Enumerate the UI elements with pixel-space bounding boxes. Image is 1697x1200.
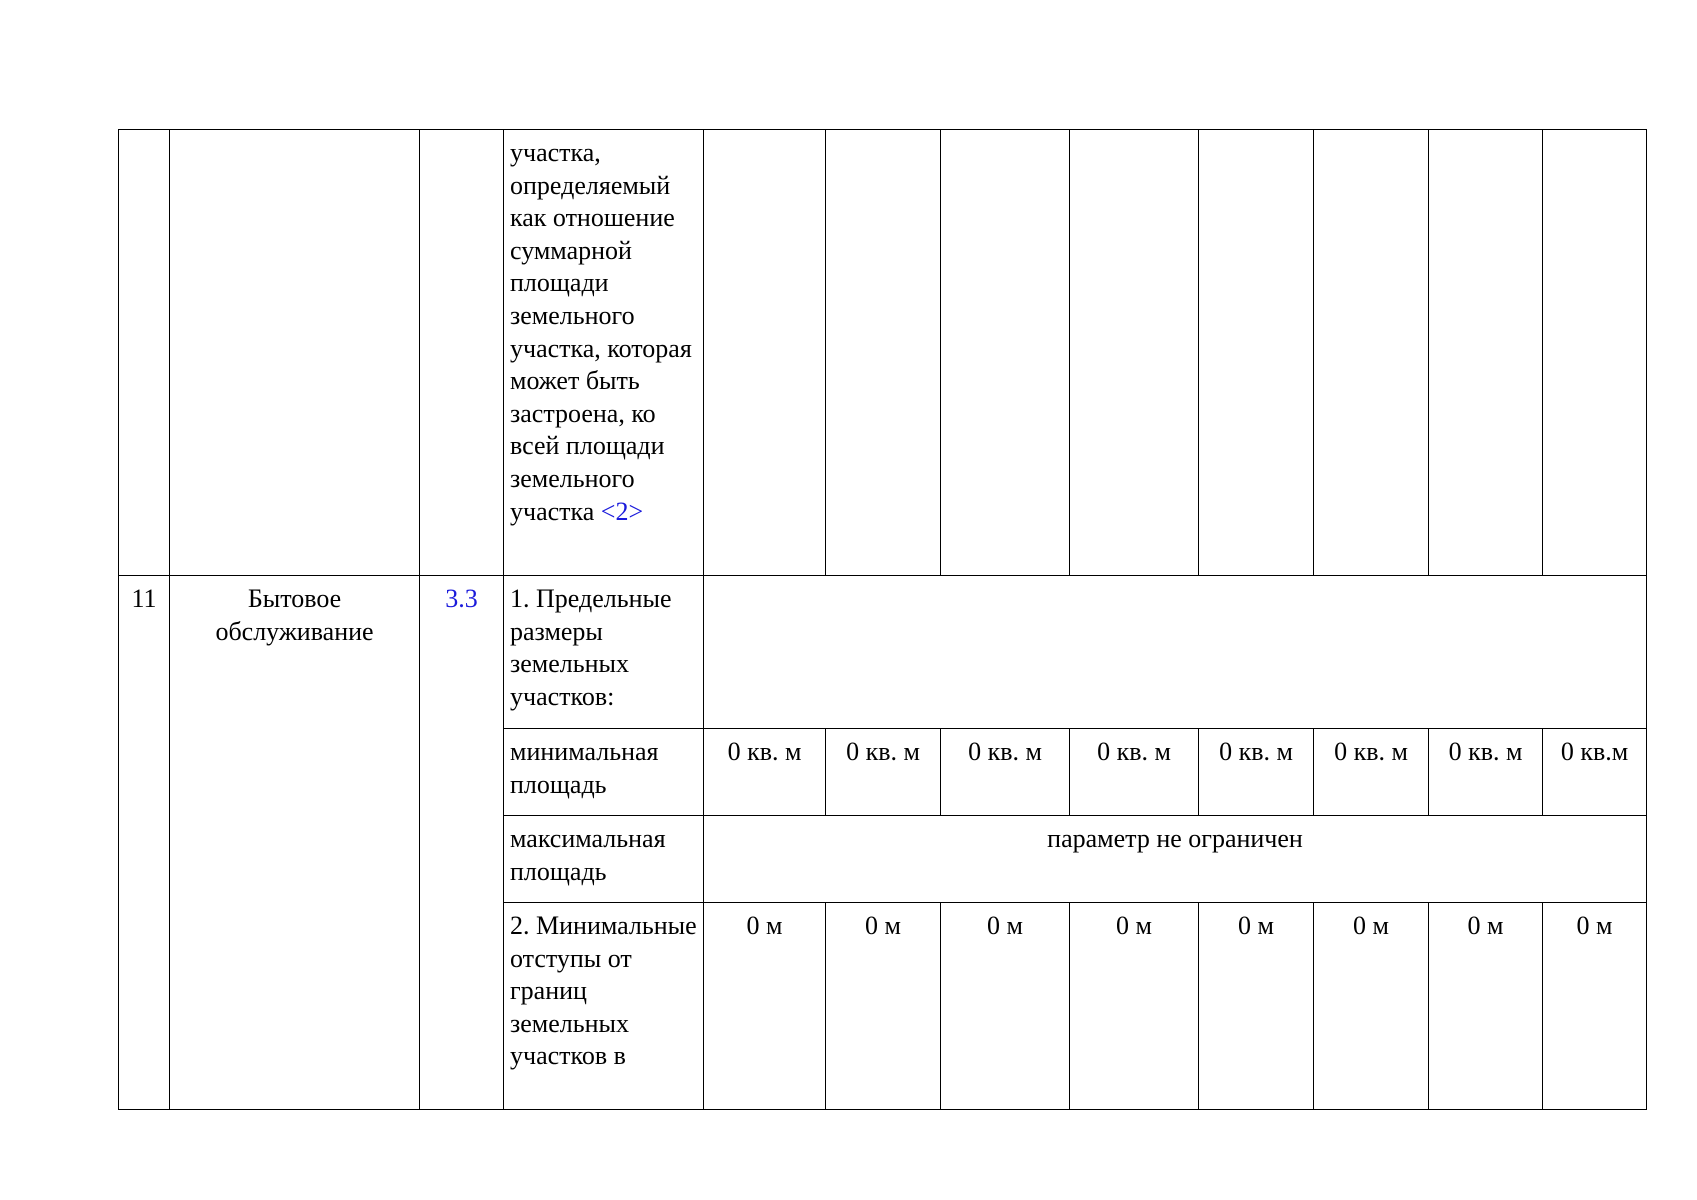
cell-value-empty — [1429, 130, 1543, 576]
min-area-label: минимальная площадь — [504, 729, 704, 816]
row-number: 11 — [119, 576, 170, 1110]
cell-name-empty — [170, 130, 420, 576]
table-row-11-header — [119, 576, 1647, 729]
offset-value: 0 м — [1199, 903, 1314, 1110]
cell-value-empty — [1314, 130, 1429, 576]
continuation-text: участка, определяемый как отношение суммарной площади земельного участка, которая может быть застроена, ко всей площади земельного участка — [510, 138, 692, 526]
param-size-header-empty — [704, 576, 1647, 729]
min-area-value: 0 кв. м — [1070, 729, 1199, 816]
cell-number-empty — [119, 130, 170, 576]
param-size-header: 1. Предельные размеры земельных участков: — [504, 576, 704, 729]
cell-value-empty — [1543, 130, 1647, 576]
offset-value: 0 м — [1543, 903, 1647, 1110]
table-row-continuation — [119, 130, 1647, 576]
footnote-link[interactable]: <2> — [600, 496, 644, 526]
min-area-value: 0 кв. м — [941, 729, 1070, 816]
row-use-code-cell — [420, 576, 504, 1110]
offset-value: 0 м — [826, 903, 941, 1110]
min-area-value: 0 кв. м — [704, 729, 826, 816]
offset-value: 0 м — [941, 903, 1070, 1110]
cell-value-empty — [941, 130, 1070, 576]
use-code-link[interactable]: 3.3 — [445, 584, 478, 613]
min-area-value: 0 кв.м — [1543, 729, 1647, 816]
min-area-value: 0 кв. м — [826, 729, 941, 816]
min-area-value: 0 кв. м — [1429, 729, 1543, 816]
offset-value: 0 м — [1314, 903, 1429, 1110]
cell-value-empty — [704, 130, 826, 576]
offset-value: 0 м — [1429, 903, 1543, 1110]
min-area-value: 0 кв. м — [1199, 729, 1314, 816]
cell-value-empty — [826, 130, 941, 576]
cell-value-empty — [1199, 130, 1314, 576]
max-area-label: максимальная площадь — [504, 816, 704, 903]
max-area-value: параметр не ограничен — [704, 816, 1647, 903]
cell-value-empty — [1070, 130, 1199, 576]
offsets-label: 2. Минимальные отступы от границ земельных участков в — [504, 903, 704, 1110]
min-area-value: 0 кв. м — [1314, 729, 1429, 816]
zoning-parameters-table — [118, 129, 1647, 1110]
row-use-name: Бытовое обслуживание — [170, 576, 420, 1110]
cell-code-empty — [420, 130, 504, 576]
cell-parameter-continuation — [504, 130, 704, 576]
offset-value: 0 м — [1070, 903, 1199, 1110]
offset-value: 0 м — [704, 903, 826, 1110]
